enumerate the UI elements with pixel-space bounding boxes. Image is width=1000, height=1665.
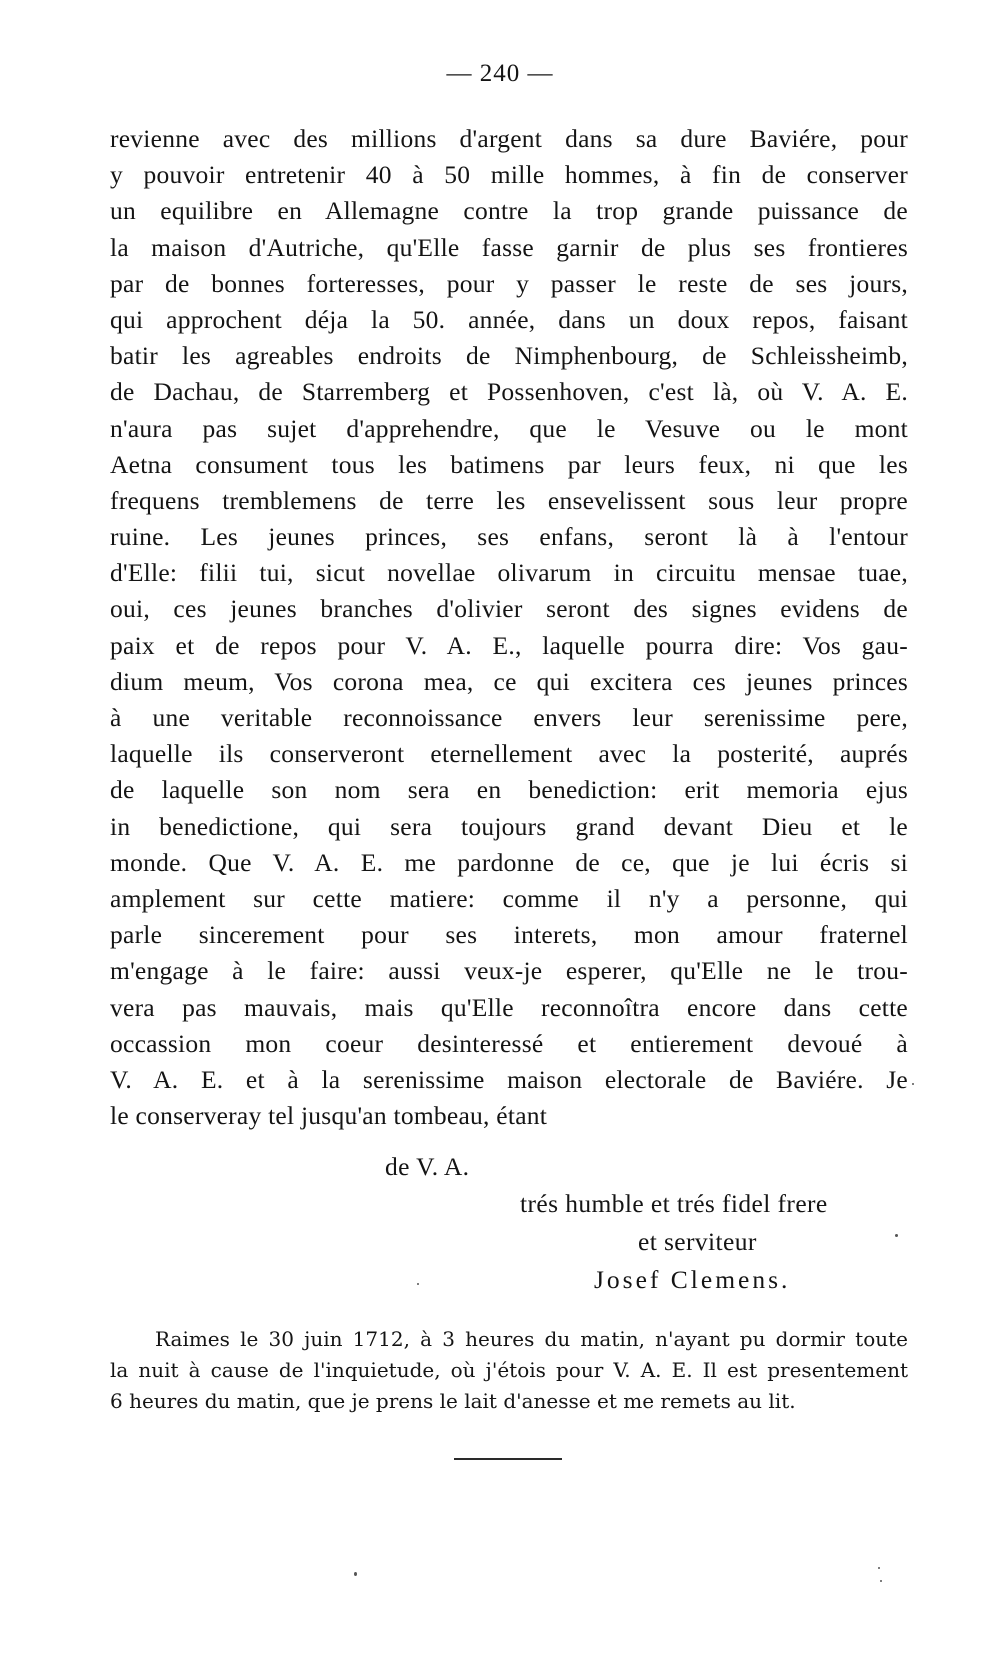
- ink-speck: [354, 1572, 357, 1576]
- body-line: un equilibre en Allemagne contre la trop grande puissance de: [110, 196, 908, 226]
- body-line: ruine. Les jeunes princes, ses enfans, seront là à l'entour: [110, 522, 908, 552]
- ink-speck: [912, 1083, 914, 1085]
- letter-body: [110, 121, 908, 1134]
- body-line: parle sincerement pour ses interets, mon amour fraternel: [110, 920, 908, 950]
- signature: Josef Clemens.: [594, 1265, 791, 1294]
- postscript-line: 6 heures du matin, que je prens le lait d'anesse et me remets au lit.: [110, 1389, 796, 1413]
- ink-speck: [878, 1567, 880, 1569]
- page-number: — 240 —: [446, 60, 554, 87]
- postscript-line: la nuit à cause de l'inquietude, où j'étois pour V. A. E. Il est presentement: [110, 1358, 908, 1382]
- body-line: Aetna consument tous les batimens par leurs feux, ni que les: [110, 449, 908, 479]
- body-line: laquelle ils conserveront eternellement avec la posterité, auprés: [110, 739, 908, 769]
- body-line: n'aura pas sujet d'apprehendre, que le Vesuve ou le mont: [110, 413, 908, 443]
- body-line: de laquelle son nom sera en benediction: erit memoria ejus: [110, 775, 908, 805]
- body-line: vera pas mauvais, mais qu'Elle reconnoîtra encore dans cette: [110, 992, 908, 1022]
- body-line: V. A. E. et à la serenissime maison electorale de Baviére. Je: [110, 1064, 908, 1094]
- ink-speck: [880, 1580, 882, 1582]
- body-line: paix et de repos pour V. A. E., laquelle pourra dire: Vos gau-: [110, 630, 908, 660]
- postscript-line: Raimes le 30 juin 1712, à 3 heures du matin, n'ayant pu dormir toute: [155, 1327, 908, 1351]
- end-rule: [454, 1458, 562, 1460]
- ink-speck: [895, 1234, 898, 1237]
- body-line: la maison d'Autriche, qu'Elle fasse garnir de plus ses frontieres: [110, 232, 908, 262]
- ink-speck: [417, 1283, 419, 1285]
- body-line: batir les agreables endroits de Nimphenbourg, de Schleissheimb,: [110, 341, 908, 371]
- body-line: y pouvoir entretenir 40 à 50 mille hommes, à fin de conserver: [110, 160, 908, 190]
- closing-servant: et serviteur: [638, 1227, 757, 1256]
- body-line: revienne avec des millions d'argent dans sa dure Baviére, pour: [110, 124, 908, 153]
- body-line: monde. Que V. A. E. me pardonne de ce, que je lui écris si: [110, 847, 908, 877]
- closing-humble: trés humble et trés fidel frere: [520, 1189, 828, 1218]
- body-line: d'Elle: filii tui, sicut novellae olivarum in circuitu mensae tuae,: [110, 558, 908, 588]
- body-line: qui approchent déja la 50. année, dans un doux repos, faisant: [110, 304, 908, 334]
- body-line: par de bonnes forteresses, pour y passer le reste de ses jours,: [110, 268, 908, 298]
- body-line: in benedictione, qui sera toujours grand devant Dieu et le: [110, 811, 908, 841]
- body-line: frequens tremblemens de terre les ensevelissent sous leur propre: [110, 485, 908, 515]
- body-line: à une veritable reconnoissance envers leur serenissime pere,: [110, 703, 908, 732]
- body-line: occassion mon coeur desinteressé et entierement devoué à: [110, 1028, 908, 1058]
- body-line: m'engage à le faire: aussi veux-je esperer, qu'Elle ne le trou-: [110, 956, 908, 986]
- body-line: dium meum, Vos corona mea, ce qui excitera ces jeunes princes: [110, 666, 908, 696]
- body-line: le conserveray tel jusqu'an tombeau, étant: [110, 1101, 548, 1131]
- body-line: de Dachau, de Starremberg et Possenhoven, c'est là, où V. A. E.: [110, 377, 908, 407]
- body-line: oui, ces jeunes branches d'olivier seront des signes evidens de: [110, 594, 908, 624]
- closing-salutation: de V. A.: [385, 1152, 470, 1181]
- body-line: amplement sur cette matiere: comme il n'y a personne, qui: [110, 883, 908, 913]
- postscript: [110, 1324, 908, 1417]
